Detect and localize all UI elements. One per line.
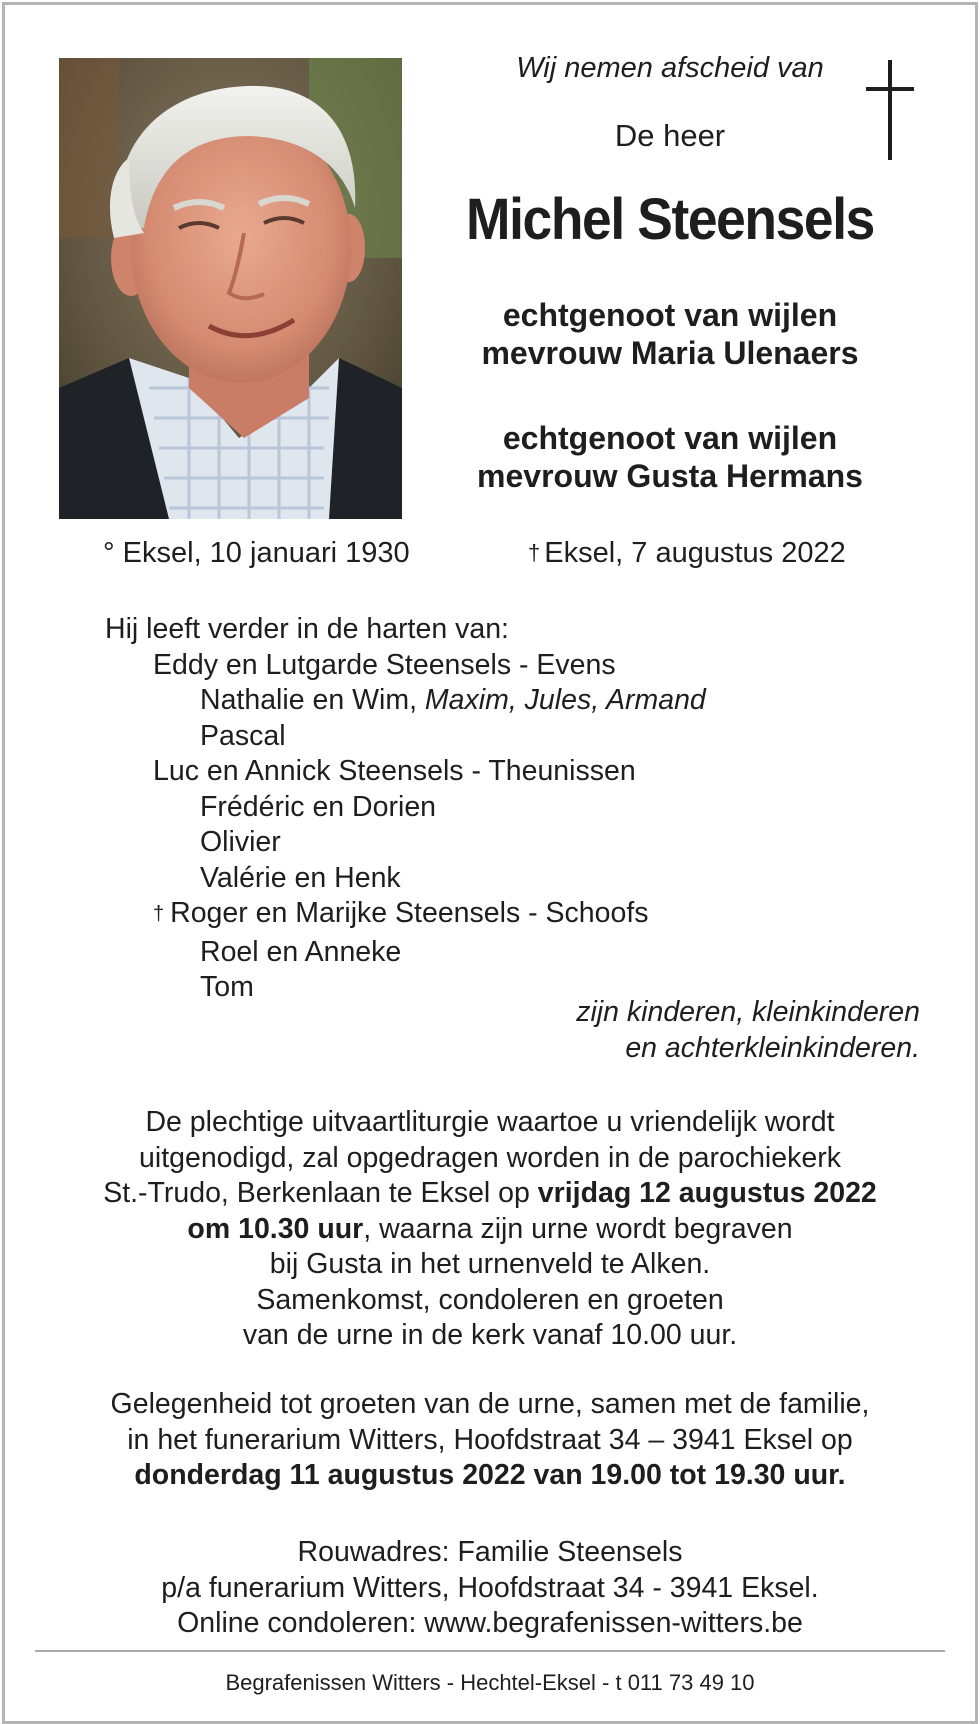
great-grandchildren-1a: Maxim, Jules, Armand bbox=[424, 684, 706, 716]
family-list bbox=[105, 612, 706, 1006]
grandchild-3a: Roel en Anneke bbox=[200, 935, 402, 968]
death-date: Eksel, 7 augustus 2022 bbox=[544, 537, 846, 569]
spouse-2-line1: echtgenoot van wijlen bbox=[502, 420, 838, 456]
mourning-address bbox=[40, 1535, 940, 1642]
grandchild-1b: Pascal bbox=[200, 719, 286, 752]
spouse-1-line2: mevrouw Maria Ulenaers bbox=[481, 335, 859, 371]
small-cross-icon: † bbox=[528, 540, 541, 565]
liturgy-line7: van de urne in de kerk vanaf 10.00 uur. bbox=[242, 1319, 738, 1351]
portrait-image bbox=[59, 58, 402, 519]
spouse-2-line2: mevrouw Gusta Hermans bbox=[477, 458, 863, 494]
family-note bbox=[576, 995, 920, 1066]
spouse-1 bbox=[430, 296, 910, 372]
liturgy-line2: uitgenodigd, zal opgedragen worden in de parochiekerk bbox=[139, 1141, 841, 1174]
liturgy-line5: bij Gusta in het urnenveld te Alken. bbox=[269, 1248, 711, 1280]
small-cross-icon: † bbox=[153, 903, 165, 925]
liturgy-info bbox=[40, 1105, 940, 1354]
family-heading: Hij leeft verder in de harten van: bbox=[105, 613, 509, 645]
footer-text: Begrafenissen Witters - Hechtel-Eksel - t 011 73 49 10 bbox=[225, 1670, 755, 1695]
viewing-date: donderdag 11 augustus 2022 van 19.00 tot 19.30 uur. bbox=[134, 1459, 846, 1491]
viewing-info bbox=[40, 1387, 940, 1494]
family-note-line1: zijn kinderen, kleinkinderen bbox=[576, 996, 920, 1028]
address-line2: p/a funerarium Witters, Hoofdstraat 34 - 3941 Eksel. bbox=[161, 1571, 819, 1604]
address-line1: Rouwadres: Familie Steensels bbox=[297, 1536, 683, 1568]
liturgy-location: St.-Trudo, Berkenlaan te Eksel op bbox=[103, 1177, 538, 1209]
death-date-row bbox=[528, 537, 846, 570]
child-2: Luc en Annick Steensels - Theunissen bbox=[153, 755, 636, 787]
viewing-line3 bbox=[40, 1458, 940, 1494]
intro-text: Wij nemen afscheid van bbox=[516, 52, 824, 84]
address-line3: Online condoleren: www.begrafenissen-witters.be bbox=[177, 1607, 803, 1639]
grandchild-2b: Olivier bbox=[200, 826, 281, 858]
family-note-line2: en achterkleinkinderen. bbox=[625, 1031, 920, 1064]
viewing-line2: in het funerarium Witters, Hoofdstraat 34 – 3941 Eksel op bbox=[127, 1423, 853, 1456]
liturgy-line6: Samenkomst, condoleren en groeten bbox=[256, 1283, 724, 1316]
grandchild-2a: Frédéric en Dorien bbox=[200, 790, 437, 823]
child-3 bbox=[105, 896, 706, 935]
viewing-line1: Gelegenheid tot groeten van de urne, samen met de familie, bbox=[110, 1388, 870, 1420]
grandchild-1a-names: Nathalie en Wim, bbox=[200, 684, 425, 716]
liturgy-line4-text: , waarna zijn urne wordt begraven bbox=[363, 1212, 793, 1245]
grandchild-3b: Tom bbox=[200, 971, 254, 1003]
birth-date: ° Eksel, 10 januari 1930 bbox=[103, 537, 410, 569]
liturgy-line3 bbox=[40, 1176, 940, 1212]
child-3-names: Roger en Marijke Steensels - Schoofs bbox=[170, 897, 649, 929]
liturgy-time: om 10.30 uur bbox=[187, 1212, 364, 1245]
child-1: Eddy en Lutgarde Steensels - Evens bbox=[153, 648, 616, 681]
grandchild-2c: Valérie en Henk bbox=[200, 861, 401, 894]
deceased-name: Michel Steensels bbox=[466, 187, 874, 252]
liturgy-line1: De plechtige uitvaartliturgie waartoe u vriendelijk wordt bbox=[145, 1106, 835, 1138]
grandchild-1a bbox=[105, 683, 706, 719]
portrait-photo bbox=[59, 58, 402, 519]
footer-divider bbox=[35, 1650, 945, 1652]
spouse-1-line1: echtgenoot van wijlen bbox=[502, 297, 838, 333]
liturgy-date: vrijdag 12 augustus 2022 bbox=[537, 1177, 877, 1209]
honorific: De heer bbox=[614, 118, 726, 153]
spouse-2 bbox=[430, 419, 910, 495]
liturgy-line4 bbox=[40, 1212, 940, 1248]
